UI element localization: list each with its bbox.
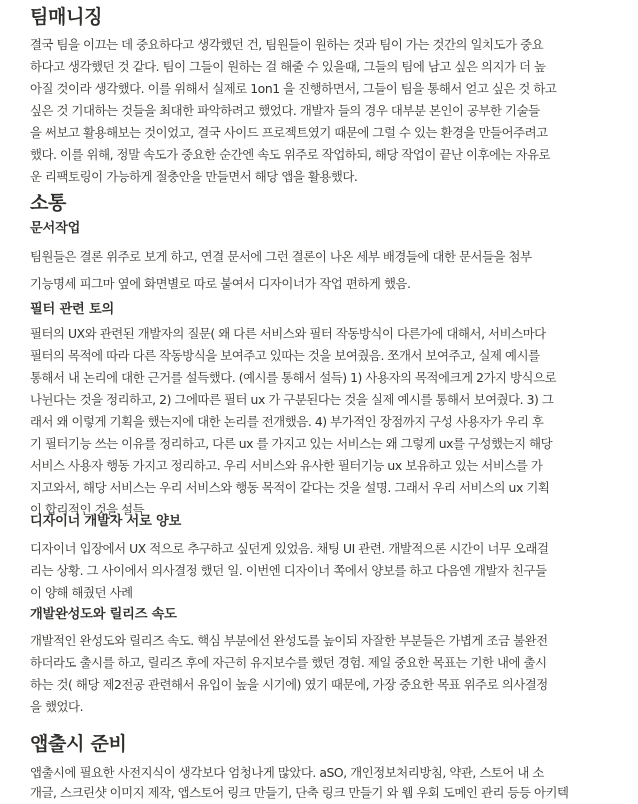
section-title-communication: 소통 [30,192,67,214]
paragraph-line: 개발적인 완성도와 릴리즈 속도. 핵심 부분에선 완성도를 높이되 자잘한 부분들은 가볍게 조금 불완전 [30,633,548,648]
paragraph-line: 을 써보고 활용해보는 것이었고, 결국 사이드 프로젝트였기 때문에 그럴 수 있는 환경을 만들어주려고 [30,125,548,140]
filter-discussion-paragraph [30,323,556,521]
paragraph-line: 리는 상황. 그 사이에서 의사결정 했던 일. 이번엔 디자이너 쪽에서 양보를 하고 다음엔 개발자 친구들 [30,563,547,578]
paragraph-line: 서비스 사용자 행동 가지고 정리하고. 우리 서비스와 유사한 필터기능 ux 보유하고 있는 서비스를 가 [30,458,543,473]
paragraph-line: 통해서 내 논리에 대한 근거를 설득했다. (예시를 통해서 설득) 1) 사용자의 목적에크게 2가지 방식으로 [30,370,557,385]
paragraph-line: 필터의 UX와 관련된 개발자의 질문( 왜 다른 서비스와 필터 작동방식이 다른가에 대해서, 서비스마다 [30,326,546,341]
subsection-title-completeness-speed: 개발완성도와 릴리즈 속도 [30,607,177,622]
paragraph-line: 운 리팩토링이 가능하게 절충안을 만들면서 해당 앱을 활용했다. [30,169,358,184]
paragraph-line: 하다고 생각했던 것 같다. 팀이 그들이 원하는 걸 해줄 수 있을때, 그들의 팀에 남고 싶은 의지가 더 높 [30,59,546,74]
designer-dev-compromise-paragraph [30,538,549,604]
paragraph-line: 나뉜다는 것을 정리하고, 2) 그에따른 필터 ux 가 구분된다는 것을 실제 예시를 통해서 보여줬다. 3) 그 [30,392,554,407]
documentation-line: 기능명세 피그마 옆에 화면별로 따로 붙여서 디자이너가 작업 편하게 했음. [30,276,411,291]
paragraph-line: 했다. 이를 위해, 정말 속도가 중요한 순간엔 속도 위주로 작업하되, 해당 작업이 끝난 이후에는 자유로 [30,147,551,162]
documentation-line: 팀원들은 결론 위주로 보게 하고, 연결 문서에 그런 결론이 나온 세부 배경들에 대한 문서들을 첨부 [30,249,532,264]
launch-prep-line: 개글, 스크린샷 이미지 제작, 앱스토어 링크 만들기, 단축 링크 만들기 와 웹 우회 도메인 관리 등등 아키텍 [30,785,569,800]
team-management-paragraph [30,34,556,188]
section-title-team-management: 팀매니징 [30,6,103,28]
paragraph-line: 래서 왜 이렇게 기획을 했는지에 대한 논리를 전개했음. 4) 부가적인 장점까지 구성 사용자가 우리 후 [30,414,544,429]
subsection-title-filter-discussion: 필터 관련 토의 [30,302,115,317]
paragraph-line: 기 필터기능 쓰는 이유를 정리하고, 다른 ux 를 가지고 있는 서비스는 왜 그렇게 ux를 구성했는지 해당 [30,436,553,451]
paragraph-line: 아질 것이라 생각했다. 이를 위해서 실제로 1on1 을 진행하면서, 그들이 팀을 통해서 얻고 싶은 것 하고 [30,81,557,96]
paragraph-line: 을 했었다. [30,699,84,714]
paragraph-line: 이 합리적인 것을 설득 [30,502,145,517]
completeness-speed-paragraph [30,630,548,718]
subsection-title-designer-dev-compromise: 디자이너 개발자 서로 양보 [30,514,182,529]
paragraph-line: 하는 것( 해당 제2전공 관련해서 유입이 높을 시기에) 였기 때문에, 가장 중요한 목표 위주로 의사결정 [30,677,548,692]
section-title-launch-prep: 앱출시 준비 [30,733,127,755]
subsection-title-documentation: 문서작업 [30,221,81,236]
paragraph-line: 이 양해 해줬던 사례 [30,585,133,600]
launch-prep-line: 앱출시에 필요한 사전지식이 생각보다 엄청나게 많았다. aSO, 개인정보처리방침, 약관, 스토어 내 소 [30,765,544,780]
paragraph-line: 싶은 것 기대하는 것들을 최대한 파악하려고 했었다. 개발자 들의 경우 대부분 본인이 공부한 기술들 [30,103,540,118]
paragraph-line: 필터의 목적에 따라 다른 작동방식을 보여주고 있따는 것을 보여줬음. 쪼개서 보여주고, 실제 예시를 [30,348,540,363]
paragraph-line: 디자이너 입장에서 UX 적으로 추구하고 싶던게 있었음. 채팅 UI 관련. 개발적으론 시간이 너무 오래걸 [30,541,549,556]
paragraph-line: 결국 팀을 이끄는 데 중요하다고 생각했던 건, 팀원들이 원하는 것과 팀이 가는 것간의 일치도가 중요 [30,37,544,52]
paragraph-line: 지고와서, 해당 서비스는 우리 서비스와 행동 목적이 같다는 것을 설명. 그래서 우리 서비스의 ux 기획 [30,480,550,495]
paragraph-line: 하더라도 출시를 하고, 릴리즈 후에 자근히 유지보수를 했던 경험. 제일 중요한 목표는 기한 내에 출시 [30,655,547,670]
